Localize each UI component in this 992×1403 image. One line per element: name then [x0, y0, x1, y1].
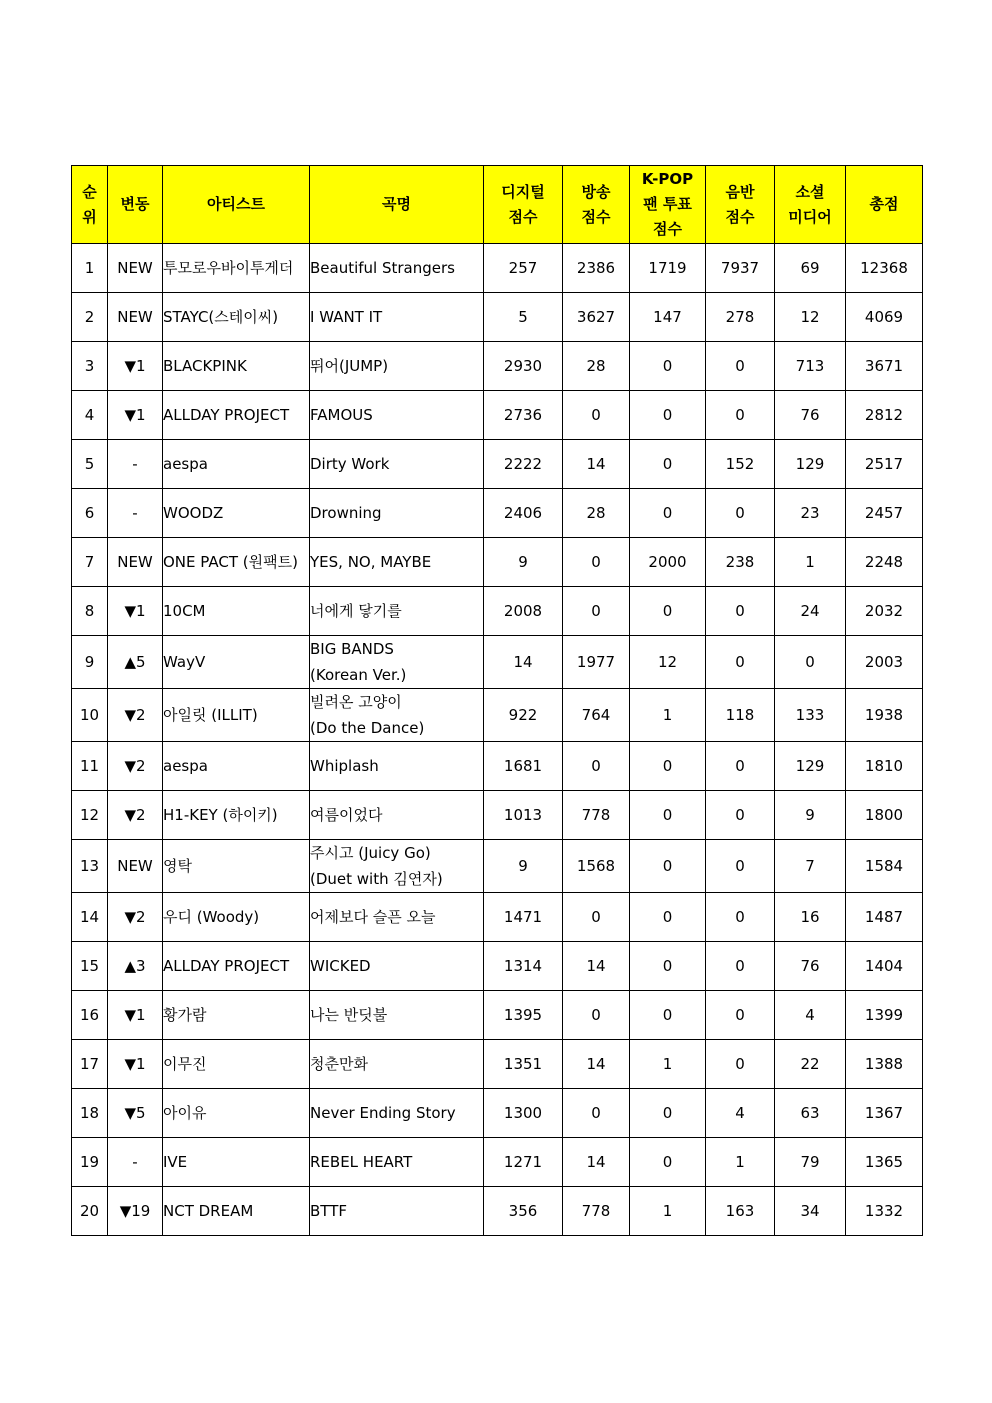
digital-score-cell: 2930 [484, 342, 563, 391]
rank-cell: 16 [72, 991, 108, 1040]
digital-score-cell: 922 [484, 689, 563, 742]
digital-score-cell: 356 [484, 1187, 563, 1236]
artist-cell: 우디 (Woody) [163, 893, 310, 942]
rank-cell: 18 [72, 1089, 108, 1138]
fan-vote-score-cell: 0 [630, 893, 706, 942]
change-cell: ▲3 [108, 942, 163, 991]
broadcast-score-cell: 0 [563, 538, 630, 587]
digital-score-cell: 2222 [484, 440, 563, 489]
rank-cell: 14 [72, 893, 108, 942]
total-cell: 1404 [846, 942, 923, 991]
song-title-line: 뛰어(JUMP) [310, 357, 389, 375]
social-media-cell: 133 [775, 689, 846, 742]
broadcast-score-cell: 14 [563, 1040, 630, 1089]
song-title-line: 청춘만화 [310, 1055, 368, 1073]
album-score-cell: 0 [706, 587, 775, 636]
broadcast-score-cell: 764 [563, 689, 630, 742]
artist-cell: 아이유 [163, 1089, 310, 1138]
digital-score-cell: 9 [484, 538, 563, 587]
rank-cell: 3 [72, 342, 108, 391]
change-cell: - [108, 489, 163, 538]
total-cell: 2003 [846, 636, 923, 689]
song-cell [310, 587, 484, 636]
fan-vote-score-cell: 0 [630, 587, 706, 636]
album-score-cell: 152 [706, 440, 775, 489]
total-cell: 1332 [846, 1187, 923, 1236]
rank-cell: 8 [72, 587, 108, 636]
digital-score-cell: 2008 [484, 587, 563, 636]
table-row [72, 1040, 923, 1089]
rank-cell: 19 [72, 1138, 108, 1187]
rank-cell: 12 [72, 791, 108, 840]
album-score-cell: 0 [706, 791, 775, 840]
artist-cell: ALLDAY PROJECT [163, 391, 310, 440]
album-score-cell: 4 [706, 1089, 775, 1138]
album-score-cell: 0 [706, 636, 775, 689]
header-label-line: 변동 [120, 195, 150, 213]
album-score-cell: 0 [706, 893, 775, 942]
album-score-cell: 0 [706, 742, 775, 791]
change-cell: ▼2 [108, 893, 163, 942]
header-label-line: 순 [82, 182, 97, 201]
total-cell: 2032 [846, 587, 923, 636]
fan-vote-score-cell: 1 [630, 1187, 706, 1236]
change-cell: NEW [108, 538, 163, 587]
song-title-line: Never Ending Story [310, 1104, 456, 1122]
broadcast-score-cell: 2386 [563, 244, 630, 293]
album-score-cell: 1 [706, 1138, 775, 1187]
total-cell: 2248 [846, 538, 923, 587]
header-rank [72, 166, 108, 244]
artist-cell: aespa [163, 742, 310, 791]
song-cell [310, 689, 484, 742]
broadcast-score-cell: 0 [563, 742, 630, 791]
album-score-cell: 0 [706, 1040, 775, 1089]
change-cell: ▼1 [108, 391, 163, 440]
table-row [72, 1138, 923, 1187]
song-title-line: BTTF [310, 1202, 347, 1220]
header-fan-vote-score [630, 166, 706, 244]
fan-vote-score-cell: 1719 [630, 244, 706, 293]
social-media-cell: 129 [775, 742, 846, 791]
album-score-cell: 118 [706, 689, 775, 742]
broadcast-score-cell: 14 [563, 1138, 630, 1187]
change-cell: ▼19 [108, 1187, 163, 1236]
song-title-line: 빌려온 고양이 [310, 693, 402, 711]
rank-cell: 13 [72, 840, 108, 893]
table-row [72, 538, 923, 587]
fan-vote-score-cell: 0 [630, 342, 706, 391]
header-artist [163, 166, 310, 244]
song-cell [310, 1089, 484, 1138]
total-cell: 1584 [846, 840, 923, 893]
album-score-cell: 278 [706, 293, 775, 342]
fan-vote-score-cell: 0 [630, 991, 706, 1040]
artist-cell: WOODZ [163, 489, 310, 538]
table-row [72, 636, 923, 689]
change-cell: ▼2 [108, 689, 163, 742]
change-cell: NEW [108, 244, 163, 293]
total-cell: 4069 [846, 293, 923, 342]
fan-vote-score-cell: 1 [630, 1040, 706, 1089]
rank-cell: 1 [72, 244, 108, 293]
broadcast-score-cell: 1977 [563, 636, 630, 689]
rank-cell: 11 [72, 742, 108, 791]
song-title-line: Whiplash [310, 757, 379, 775]
chart-table [71, 165, 923, 1236]
album-score-cell: 0 [706, 840, 775, 893]
social-media-cell: 9 [775, 791, 846, 840]
song-title-line: Beautiful Strangers [310, 259, 455, 277]
chart-body [72, 244, 923, 1236]
song-cell [310, 942, 484, 991]
table-row [72, 791, 923, 840]
social-media-cell: 34 [775, 1187, 846, 1236]
song-cell [310, 1187, 484, 1236]
fan-vote-score-cell: 0 [630, 1089, 706, 1138]
rank-cell: 4 [72, 391, 108, 440]
broadcast-score-cell: 0 [563, 391, 630, 440]
change-cell: - [108, 1138, 163, 1187]
social-media-cell: 69 [775, 244, 846, 293]
table-row [72, 342, 923, 391]
digital-score-cell: 257 [484, 244, 563, 293]
album-score-cell: 238 [706, 538, 775, 587]
table-row [72, 244, 923, 293]
song-title-line: YES, NO, MAYBE [310, 553, 432, 571]
social-media-cell: 24 [775, 587, 846, 636]
total-cell: 2517 [846, 440, 923, 489]
total-cell: 3671 [846, 342, 923, 391]
artist-cell: 이무진 [163, 1040, 310, 1089]
song-title-line: (Korean Ver.) [310, 666, 407, 684]
header-label-line: 디지털 [501, 182, 545, 201]
broadcast-score-cell: 3627 [563, 293, 630, 342]
header-label-line: 팬 투표 [643, 195, 692, 213]
table-row [72, 942, 923, 991]
broadcast-score-cell: 14 [563, 942, 630, 991]
artist-cell: 황가람 [163, 991, 310, 1040]
table-row [72, 587, 923, 636]
fan-vote-score-cell: 0 [630, 440, 706, 489]
song-cell [310, 1138, 484, 1187]
rank-cell: 5 [72, 440, 108, 489]
digital-score-cell: 2736 [484, 391, 563, 440]
header-label-line: 음반 [725, 182, 755, 201]
fan-vote-score-cell: 0 [630, 840, 706, 893]
digital-score-cell: 5 [484, 293, 563, 342]
broadcast-score-cell: 28 [563, 489, 630, 538]
artist-cell: 투모로우바이투게더 [163, 244, 310, 293]
fan-vote-score-cell: 1 [630, 689, 706, 742]
digital-score-cell: 1271 [484, 1138, 563, 1187]
table-row [72, 689, 923, 742]
social-media-cell: 713 [775, 342, 846, 391]
social-media-cell: 1 [775, 538, 846, 587]
rank-cell: 17 [72, 1040, 108, 1089]
social-media-cell: 16 [775, 893, 846, 942]
social-media-cell: 129 [775, 440, 846, 489]
song-cell [310, 244, 484, 293]
fan-vote-score-cell: 0 [630, 791, 706, 840]
song-cell [310, 342, 484, 391]
digital-score-cell: 1395 [484, 991, 563, 1040]
social-media-cell: 63 [775, 1089, 846, 1138]
change-cell: ▼2 [108, 742, 163, 791]
artist-cell: IVE [163, 1138, 310, 1187]
social-media-cell: 23 [775, 489, 846, 538]
table-row [72, 1187, 923, 1236]
social-media-cell: 7 [775, 840, 846, 893]
change-cell: ▼1 [108, 342, 163, 391]
header-row [72, 166, 923, 244]
digital-score-cell: 1300 [484, 1089, 563, 1138]
change-cell: NEW [108, 840, 163, 893]
table-row [72, 489, 923, 538]
header-change [108, 166, 163, 244]
social-media-cell: 22 [775, 1040, 846, 1089]
digital-score-cell: 9 [484, 840, 563, 893]
change-cell: ▼2 [108, 791, 163, 840]
fan-vote-score-cell: 0 [630, 742, 706, 791]
rank-cell: 2 [72, 293, 108, 342]
broadcast-score-cell: 14 [563, 440, 630, 489]
change-cell: - [108, 440, 163, 489]
table-row [72, 391, 923, 440]
album-score-cell: 0 [706, 342, 775, 391]
digital-score-cell: 1351 [484, 1040, 563, 1089]
broadcast-score-cell: 0 [563, 991, 630, 1040]
broadcast-score-cell: 1568 [563, 840, 630, 893]
song-title-line: I WANT IT [310, 308, 383, 326]
fan-vote-score-cell: 12 [630, 636, 706, 689]
fan-vote-score-cell: 0 [630, 391, 706, 440]
rank-cell: 6 [72, 489, 108, 538]
change-cell: ▼1 [108, 1040, 163, 1089]
rank-cell: 20 [72, 1187, 108, 1236]
change-cell: ▲5 [108, 636, 163, 689]
song-cell [310, 293, 484, 342]
header-broadcast-score [563, 166, 630, 244]
artist-cell: 10CM [163, 587, 310, 636]
rank-cell: 10 [72, 689, 108, 742]
header-album-score [706, 166, 775, 244]
total-cell: 1388 [846, 1040, 923, 1089]
total-cell: 12368 [846, 244, 923, 293]
song-title-line: (Do the Dance) [310, 719, 425, 737]
table-row [72, 440, 923, 489]
digital-score-cell: 1681 [484, 742, 563, 791]
header-label-line: 위 [82, 207, 97, 226]
social-media-cell: 4 [775, 991, 846, 1040]
header-label-line: 점수 [581, 207, 611, 226]
social-media-cell: 0 [775, 636, 846, 689]
rank-cell: 15 [72, 942, 108, 991]
table-row [72, 893, 923, 942]
header-label-line: 소셜 [795, 182, 825, 201]
song-title-line: BIG BANDS [310, 640, 394, 658]
fan-vote-score-cell: 0 [630, 942, 706, 991]
social-media-cell: 12 [775, 293, 846, 342]
header-label-line: 점수 [725, 207, 755, 226]
song-cell [310, 991, 484, 1040]
table-row [72, 742, 923, 791]
total-cell: 1365 [846, 1138, 923, 1187]
album-score-cell: 0 [706, 391, 775, 440]
fan-vote-score-cell: 2000 [630, 538, 706, 587]
artist-cell: 영탁 [163, 840, 310, 893]
song-title-line: WICKED [310, 957, 371, 975]
header-label-line: 점수 [508, 207, 538, 226]
song-cell [310, 636, 484, 689]
album-score-cell: 0 [706, 489, 775, 538]
header-label-line: 점수 [653, 220, 682, 238]
artist-cell: H1-KEY (하이키) [163, 791, 310, 840]
header-label-line: 총점 [869, 195, 899, 213]
song-title-line: REBEL HEART [310, 1153, 413, 1171]
table-row [72, 991, 923, 1040]
table-row [72, 293, 923, 342]
broadcast-score-cell: 778 [563, 1187, 630, 1236]
header-label-line: 아티스트 [207, 195, 265, 213]
change-cell: NEW [108, 293, 163, 342]
song-title-line: (Duet with 김연자) [310, 870, 443, 888]
artist-cell: 아일릿 (ILLIT) [163, 689, 310, 742]
artist-cell: aespa [163, 440, 310, 489]
change-cell: ▼1 [108, 587, 163, 636]
header-label-line: 방송 [581, 182, 611, 201]
album-score-cell: 0 [706, 991, 775, 1040]
artist-cell: BLACKPINK [163, 342, 310, 391]
song-cell [310, 840, 484, 893]
total-cell: 1938 [846, 689, 923, 742]
song-title-line: FAMOUS [310, 406, 373, 424]
song-cell [310, 440, 484, 489]
social-media-cell: 79 [775, 1138, 846, 1187]
header-label-line: K-POP [641, 170, 694, 188]
digital-score-cell: 1471 [484, 893, 563, 942]
broadcast-score-cell: 0 [563, 893, 630, 942]
song-cell [310, 391, 484, 440]
total-cell: 1399 [846, 991, 923, 1040]
digital-score-cell: 1314 [484, 942, 563, 991]
change-cell: ▼1 [108, 991, 163, 1040]
header-song [310, 166, 484, 244]
song-title-line: Drowning [310, 504, 382, 522]
table-row [72, 840, 923, 893]
total-cell: 1810 [846, 742, 923, 791]
total-cell: 1367 [846, 1089, 923, 1138]
broadcast-score-cell: 778 [563, 791, 630, 840]
header-total [846, 166, 923, 244]
fan-vote-score-cell: 0 [630, 489, 706, 538]
fan-vote-score-cell: 147 [630, 293, 706, 342]
social-media-cell: 76 [775, 391, 846, 440]
social-media-cell: 76 [775, 942, 846, 991]
broadcast-score-cell: 28 [563, 342, 630, 391]
change-cell: ▼5 [108, 1089, 163, 1138]
artist-cell: STAYC(스테이씨) [163, 293, 310, 342]
artist-cell: WayV [163, 636, 310, 689]
digital-score-cell: 14 [484, 636, 563, 689]
song-title-line: 어제보다 슬픈 오늘 [310, 908, 436, 926]
song-title-line: 주시고 (Juicy Go) [310, 844, 431, 862]
total-cell: 1800 [846, 791, 923, 840]
song-title-line: 여름이었다 [310, 806, 383, 824]
digital-score-cell: 1013 [484, 791, 563, 840]
digital-score-cell: 2406 [484, 489, 563, 538]
song-title-line: Dirty Work [310, 455, 390, 473]
header-label-line: 미디어 [788, 207, 832, 226]
header-label-line: 곡명 [382, 195, 411, 213]
artist-cell: ONE PACT (원팩트) [163, 538, 310, 587]
song-cell [310, 742, 484, 791]
album-score-cell: 0 [706, 942, 775, 991]
song-cell [310, 489, 484, 538]
total-cell: 2812 [846, 391, 923, 440]
header-social-media [775, 166, 846, 244]
album-score-cell: 163 [706, 1187, 775, 1236]
total-cell: 1487 [846, 893, 923, 942]
song-cell [310, 538, 484, 587]
song-title-line: 너에게 닿기를 [310, 602, 402, 620]
fan-vote-score-cell: 0 [630, 1138, 706, 1187]
rank-cell: 7 [72, 538, 108, 587]
song-cell [310, 893, 484, 942]
rank-cell: 9 [72, 636, 108, 689]
broadcast-score-cell: 0 [563, 1089, 630, 1138]
song-cell [310, 791, 484, 840]
header-digital-score [484, 166, 563, 244]
album-score-cell: 7937 [706, 244, 775, 293]
artist-cell: ALLDAY PROJECT [163, 942, 310, 991]
total-cell: 2457 [846, 489, 923, 538]
broadcast-score-cell: 0 [563, 587, 630, 636]
table-row [72, 1089, 923, 1138]
song-cell [310, 1040, 484, 1089]
artist-cell: NCT DREAM [163, 1187, 310, 1236]
song-title-line: 나는 반딧불 [310, 1006, 388, 1024]
